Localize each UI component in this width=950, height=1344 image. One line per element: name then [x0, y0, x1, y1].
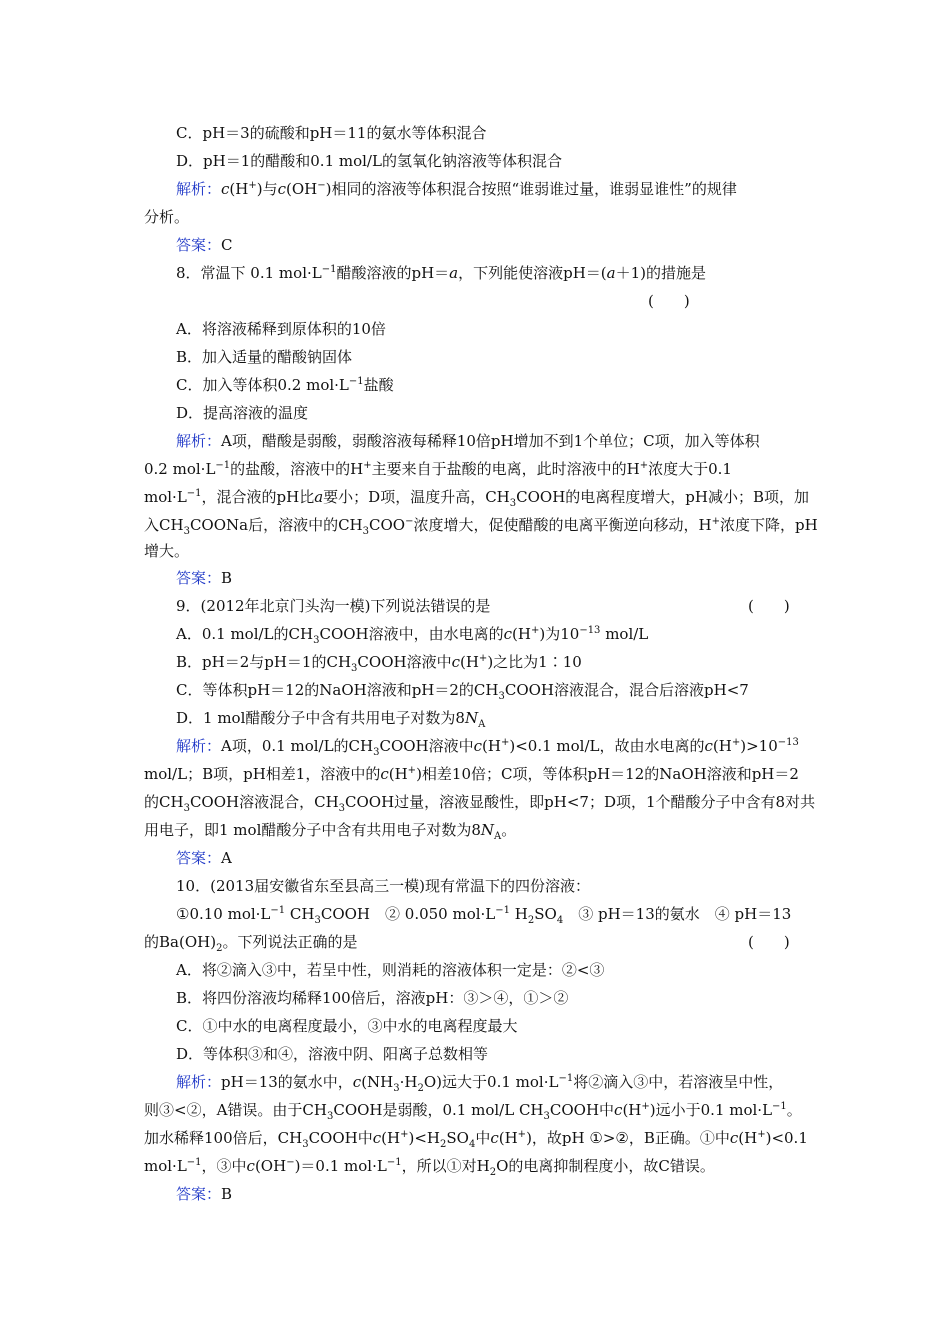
q7-explanation: 解析：c(H+)与c(OH−)相同的溶液等体积混合按照“谁弱谁过量，谁弱显谁性”的规律	[176, 180, 737, 198]
q8-explanation: 解析：A项，醋酸是弱酸，弱酸溶液每稀释10倍pH增加不到1个单位；C项，加入等体积	[176, 432, 760, 450]
q10-explanation-cont: 则③<②，A错误。由于$CH_3COOH$是弱酸，0.1 mol/L $CH_3COOH$中c(H+)远小于0.1 $mol\cdot L^{-1}$。	[144, 1101, 802, 1122]
q9-option-d: D．1 mol醋酸分子中含有共用电子对数为$8N_A$	[176, 709, 486, 730]
q10-option-b: B．将四份溶液均稀释100倍后，溶液pH：③＞④，①＞②	[176, 989, 569, 1007]
q8-explanation-cont: 0.2 $mol\cdot L^{-1}$的盐酸，溶液中的H+主要来自于盐酸的电离，此时溶液中的H+浓度大于0.1	[144, 460, 732, 478]
q8-explanation-cont: 增大。	[144, 542, 190, 560]
explanation-label: 解析：	[176, 180, 222, 198]
q7-explanation-cont: 分析。	[144, 208, 190, 226]
explanation-label: 解析：	[176, 1073, 222, 1091]
q8-option-c: C．加入等体积0.2 $mol\cdot L^{-1}$盐酸	[176, 376, 394, 394]
q8-option-d: D．提高溶液的温度	[176, 404, 309, 422]
q10-solutions-list: ①0.10 $mol\cdot L^{-1}$ $CH_3COOH$ ② 0.050 $mol\cdot L^{-1}$ $H_2SO_4$ ③ pH＝13的氨水 ④ pH＝13	[176, 905, 792, 926]
explanation-label: 解析：	[176, 432, 222, 450]
q9-explanation-cont: mol/L；B项，pH相差1，溶液中的c(H+)相差10倍；C项，等体积pH＝12的NaOH溶液和pH＝2	[144, 765, 799, 783]
answer-label: 答案：	[176, 1185, 222, 1203]
q10-option-d: D．等体积③和④，溶液中阴、阳离子总数相等	[176, 1045, 489, 1063]
q9-stem: 9．(2012年北京门头沟一模)下列说法错误的是	[176, 597, 491, 615]
explanation-label: 解析：	[176, 737, 222, 755]
q9-answer: 答案：A	[176, 849, 232, 867]
q7-answer: 答案：C	[176, 236, 233, 254]
q10-option-a: A．将②滴入③中，若呈中性，则消耗的溶液体积一定是：②<③	[176, 961, 605, 979]
q9-answer-bracket: ( )	[748, 597, 790, 615]
q9-option-b: B．pH＝2与pH＝1的$CH_3COOH$溶液中c(H+)之比为1∶10	[176, 653, 582, 674]
q7-option-d: D．pH＝1的醋酸和0.1 mol/L的氢氧化钠溶液等体积混合	[176, 152, 562, 170]
q10-stem: 10．(2013届安徽省东至县高三一模)现有常温下的四份溶液：	[176, 877, 590, 895]
q8-answer: 答案：B	[176, 569, 233, 587]
q8-answer-bracket: ( )	[648, 292, 690, 310]
q10-answer-bracket: ( )	[748, 933, 790, 951]
answer-label: 答案：	[176, 569, 222, 587]
q8-explanation-cont: $mol\cdot L^{-1}$，混合液的pH比a要小；D项，温度升高，$CH_3COOH$的电离程度增大，pH减小；B项，加	[144, 488, 810, 509]
q9-explanation: 解析：A项，0.1 mol/L的$CH_3COOH$溶液中c(H+)<0.1 mol/L，故由水电离的$c(H^+)>10^{-13}$	[176, 737, 799, 758]
q8-stem: 8．常温下 0.1 $mol\cdot L^{-1}$醋酸溶液的pH＝a，下列能使溶液pH＝(a＋1)的措施是	[176, 264, 707, 282]
q10-option-c: C．①中水的电离程度最小，③中水的电离程度最大	[176, 1017, 518, 1035]
answer-label: 答案：	[176, 236, 222, 254]
q9-option-a: A．0.1 mol/L的$CH_3COOH$溶液中，由水电离的c(H+)为$10^{-13}$ mol/L	[176, 625, 649, 646]
q8-option-b: B．加入适量的醋酸钠固体	[176, 348, 353, 366]
q7-option-c: C．pH＝3的硫酸和pH＝11的氨水等体积混合	[176, 124, 487, 142]
q8-explanation-cont: 入$CH_3COONa$后，溶液中的$CH_3COO^-$浓度增大，促使醋酸的电离平衡逆向移动，H+浓度下降，pH	[144, 516, 818, 537]
q8-option-a: A．将溶液稀释到原体积的10倍	[176, 320, 386, 338]
q10-explanation-cont: $mol\cdot L^{-1}$，③中c(OH−)＝0.1 $mol\cdot L^{-1}$，所以①对$H_2O$的电离抑制程度小，故C错误。	[144, 1157, 715, 1178]
q9-explanation-cont: 的$CH_3COOH$溶液混合，$CH_3COOH$过量，溶液显酸性，即pH<7；D项，1个醋酸分子中含有8对共	[144, 793, 816, 814]
q9-option-c: C．等体积pH＝12的NaOH溶液和pH＝2的$CH_3COOH$溶液混合，混合后溶液pH<7	[176, 681, 749, 702]
q10-stem-cont: 的$Ba(OH)_2$。下列说法正确的是	[144, 933, 358, 954]
q9-explanation-cont: 用电子，即1 mol醋酸分子中含有共用电子对数为$8N_A$。	[144, 821, 517, 842]
q10-explanation: 解析：pH＝13的氨水中，$c(NH_3\cdot H_2O)$远大于0.1 $mol\cdot L^{-1}$将②滴入③中，若溶液呈中性，	[176, 1073, 784, 1094]
q10-explanation-cont: 加水稀释100倍后，$CH_3COOH$中$c(H^+)<H_2SO_4$中c(H+)，故pH ①>②，B正确。①中c(H+)<0.1	[144, 1129, 808, 1150]
q10-answer: 答案：B	[176, 1185, 233, 1203]
answer-label: 答案：	[176, 849, 222, 867]
